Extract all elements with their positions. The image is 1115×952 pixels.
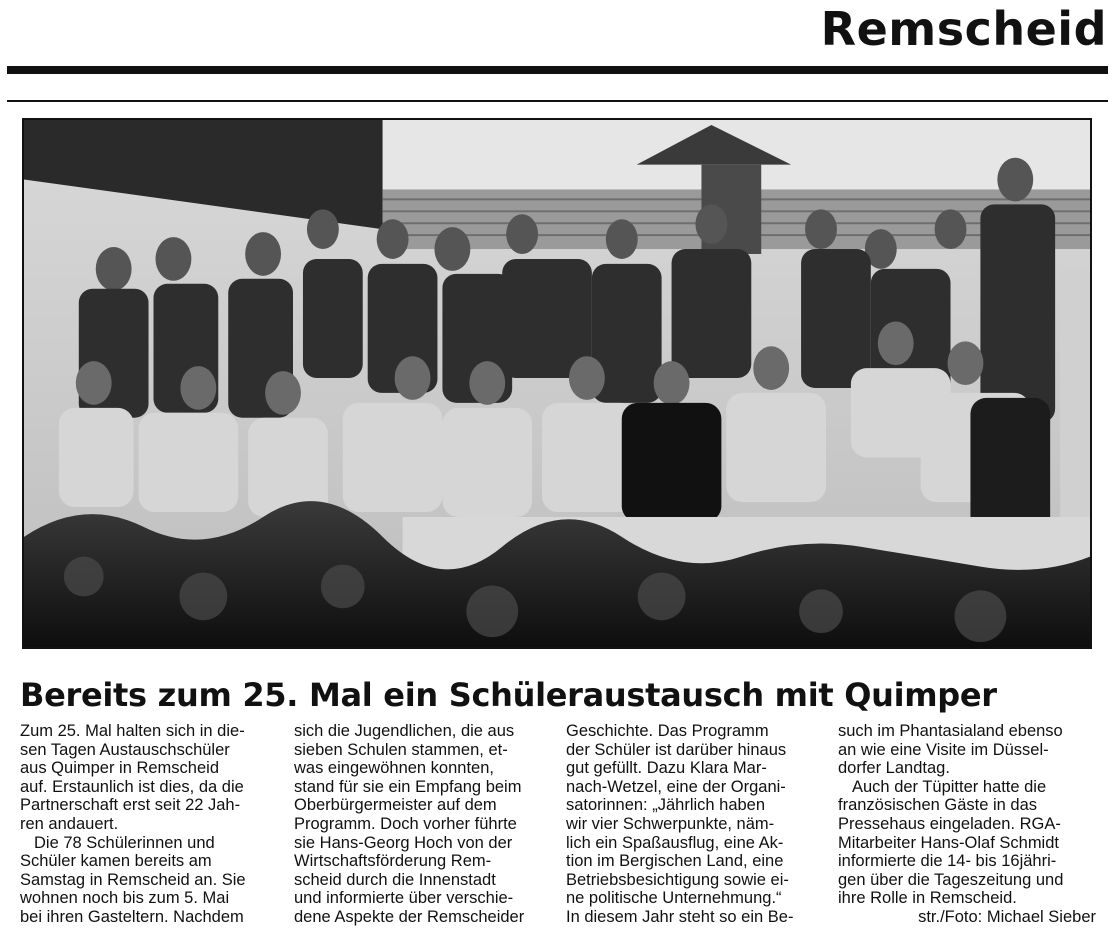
text-line: sich die Jugendlichen, die aus bbox=[294, 722, 515, 740]
group-photo-image bbox=[24, 120, 1090, 647]
text-line: bei ihren Gasteltern. Nachdem bbox=[20, 907, 244, 926]
text-line: Samstag in Remscheid an. Sie bbox=[20, 870, 246, 889]
text-line: informierte die 14- bis 16jähri- bbox=[838, 852, 1057, 871]
text-line: Auch der Tüpitter hatte die bbox=[852, 777, 1047, 796]
text-line: und informierte über verschie- bbox=[294, 889, 514, 908]
text-line: dene Aspekte der Remscheider bbox=[294, 907, 525, 926]
text-line: Geschichte. Das Programm bbox=[566, 722, 769, 740]
article-body bbox=[20, 722, 1095, 947]
header-rule-thin bbox=[7, 100, 1108, 102]
text-line: nach-Wetzel, eine der Organi- bbox=[566, 777, 786, 796]
text-line: sie Hans-Georg Hoch von der bbox=[294, 833, 513, 852]
text-line: ren andauert. bbox=[20, 814, 119, 833]
text-line: ihre Rolle in Remscheid. bbox=[838, 889, 1017, 908]
header-rule-thick bbox=[7, 66, 1108, 74]
article-column-1 bbox=[20, 722, 278, 927]
text-line: Schüler kamen bereits am bbox=[20, 852, 212, 871]
text-line: dorfer Landtag. bbox=[838, 759, 950, 778]
section-title: Remscheid bbox=[820, 2, 1107, 56]
text-line: scheid durch die Innenstadt bbox=[294, 870, 496, 889]
text-line: Betriebsbesichtigung sowie ei- bbox=[566, 870, 789, 889]
text-line: wir vier Schwerpunkte, näm- bbox=[566, 814, 775, 833]
text-line: sen Tagen Austauschschüler bbox=[20, 740, 230, 759]
text-line: Pressehaus eingeladen. RGA- bbox=[838, 814, 1061, 833]
text-line: stand für sie ein Empfang beim bbox=[294, 777, 522, 796]
article-column-2 bbox=[294, 722, 552, 927]
text-line: Mitarbeiter Hans-Olaf Schmidt bbox=[838, 833, 1059, 852]
group-photo bbox=[22, 118, 1092, 649]
text-line: Oberbürgermeister auf dem bbox=[294, 796, 497, 815]
text-line: ne politische Unternehmung.“ bbox=[566, 889, 782, 908]
article-headline: Bereits zum 25. Mal ein Schüleraustausch mit Quimper bbox=[20, 676, 997, 714]
text-line: satorinnen: „Jährlich haben bbox=[566, 796, 766, 815]
text-line: Programm. Doch vorher führte bbox=[294, 814, 517, 833]
text-line: aus Quimper in Remscheid bbox=[20, 759, 219, 778]
text-line: Wirtschaftsförderung Rem- bbox=[294, 852, 492, 871]
text-line: sieben Schulen stammen, et- bbox=[294, 740, 508, 759]
text-line: In diesem Jahr steht so ein Be- bbox=[566, 907, 794, 926]
text-line: an wie eine Visite im Düssel- bbox=[838, 740, 1049, 759]
text-line: französischen Gäste in das bbox=[838, 796, 1038, 815]
text-line: such im Phantasialand ebenso bbox=[838, 722, 1063, 740]
article-column-4 bbox=[838, 722, 1096, 927]
text-line: der Schüler ist darüber hinaus bbox=[566, 740, 787, 759]
text-line: tion im Bergischen Land, eine bbox=[566, 852, 784, 871]
text-line: Die 78 Schülerinnen und bbox=[34, 833, 215, 852]
text-line: auf. Erstaunlich ist dies, da die bbox=[20, 777, 244, 796]
text-line: gen über die Tageszeitung und bbox=[838, 870, 1064, 889]
text-line: gut gefüllt. Dazu Klara Mar- bbox=[566, 759, 767, 778]
text-line: lich ein Spaßausflug, eine Ak- bbox=[566, 833, 784, 852]
article-column-3 bbox=[566, 722, 824, 927]
photo-credit: str./Foto: Michael Sieber bbox=[918, 907, 1096, 926]
text-line: Zum 25. Mal halten sich in die- bbox=[20, 722, 245, 740]
text-line: wohnen noch bis zum 5. Mai bbox=[20, 889, 230, 908]
text-line: was eingewöhnen konnten, bbox=[294, 759, 494, 778]
text-line: Partnerschaft erst seit 22 Jah- bbox=[20, 796, 241, 815]
